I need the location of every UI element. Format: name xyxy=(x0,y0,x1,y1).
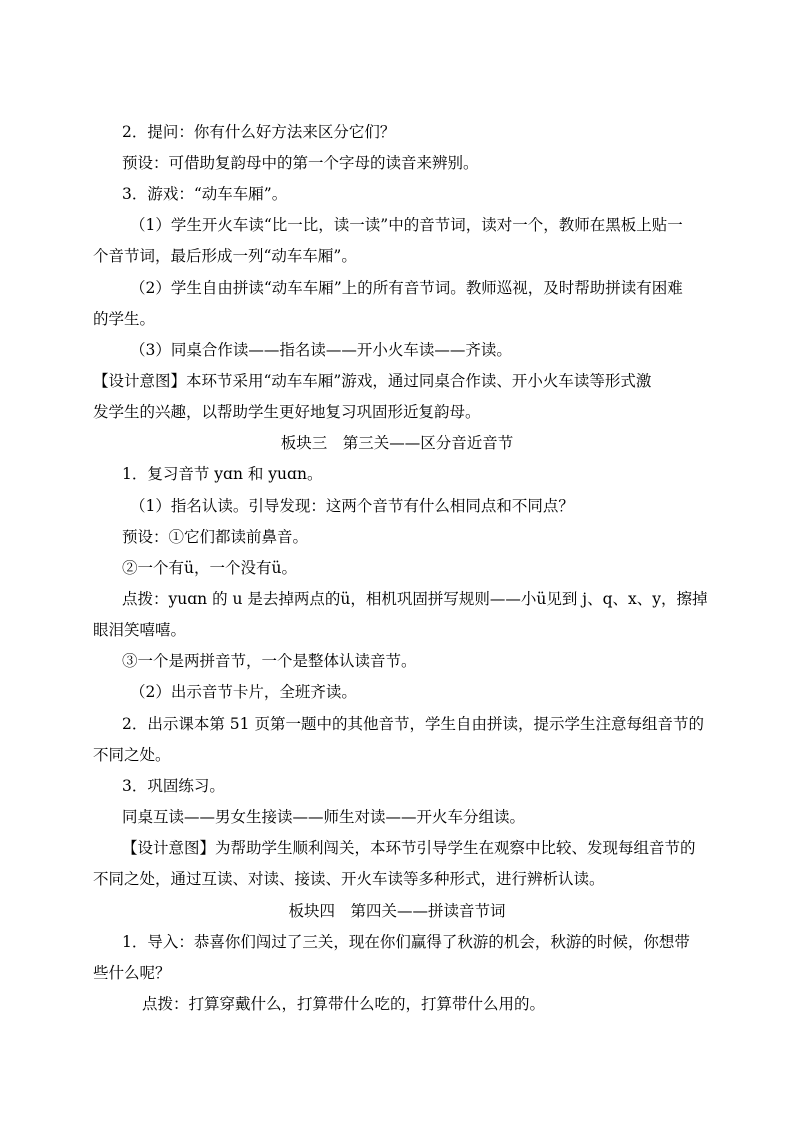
text-line: （2）学生自由拼读“动车车厢”上的所有音节词。教师巡视，及时帮助拼读有困难 xyxy=(130,279,683,297)
text-line: ②一个有ü，一个没有ü。 xyxy=(122,559,297,577)
text-line: 预设：可借助复韵母中的第一个字母的读音来辨别。 xyxy=(122,154,479,172)
text-line: 【设计意图】本环节采用“动车车厢”游戏，通过同桌合作读、开小火车读等形式激 xyxy=(93,372,652,390)
text-line: 眼泪笑嘻嘻。 xyxy=(93,621,187,639)
text-line: 【设计意图】为帮助学生顺利闯关，本环节引导学生在观察中比较、发现每组音节的 xyxy=(122,839,696,857)
text-line: 点拨：yuɑn 的 u 是去掉两点的ü，相机巩固拼写规则——小ü见到 j、q、x、y，擦掉 xyxy=(122,590,708,608)
text-line: 点拨：打算穿戴什么，打算带什么吃的，打算带什么用的。 xyxy=(142,995,546,1013)
text-line: 3．游戏：“动车车厢”。 xyxy=(122,185,288,203)
text-line: ③一个是两拼音节，一个是整体认读音节。 xyxy=(122,652,417,670)
text-line: 2．出示课本第 51 页第一题中的其他音节，学生自由拼读，提示学生注意每组音节的 xyxy=(122,715,704,733)
text-line: 不同之处。 xyxy=(93,746,171,764)
text-line: 1．导入：恭喜你们闯过了三关，现在你们赢得了秋游的机会，秋游的时候，你想带 xyxy=(122,933,690,951)
text-line: 预设：①它们都读前鼻音。 xyxy=(122,528,309,546)
text-line: 个音节词，最后形成一列“动车车厢”。 xyxy=(93,247,357,265)
text-line: （2）出示音节卡片，全班齐读。 xyxy=(130,683,357,701)
text-line: 的学生。 xyxy=(93,310,156,328)
section-heading: 板块三 第三关——区分音近音节 xyxy=(280,434,514,452)
text-line: 1．复习音节 yɑn 和 yuɑn。 xyxy=(122,465,323,483)
text-line: 不同之处，通过互读、对读、接读、开火车读等多种形式，进行辨析认读。 xyxy=(93,870,605,888)
text-line: （3）同桌合作读——指名读——开小火车读——齐读。 xyxy=(130,341,512,359)
text-line: 同桌互读——男女生接读——师生对读——开火车分组读。 xyxy=(122,808,526,826)
text-line: 2．提问：你有什么好方法来区分它们？ xyxy=(122,123,396,141)
text-line: （1）指名认读。引导发现：这两个音节有什么相同点和不同点？ xyxy=(130,497,574,515)
text-line: （1）学生开火车读“比一比，读一读”中的音节词，读对一个，教师在黑板上贴一 xyxy=(130,216,683,234)
section-heading: 板块四 第四关——拼读音节词 xyxy=(288,902,506,920)
text-line: 发学生的兴趣，以帮助学生更好地复习巩固形近复韵母。 xyxy=(93,403,481,421)
text-line: 些什么呢？ xyxy=(93,964,171,982)
text-line: 3．巩固练习。 xyxy=(122,777,225,795)
